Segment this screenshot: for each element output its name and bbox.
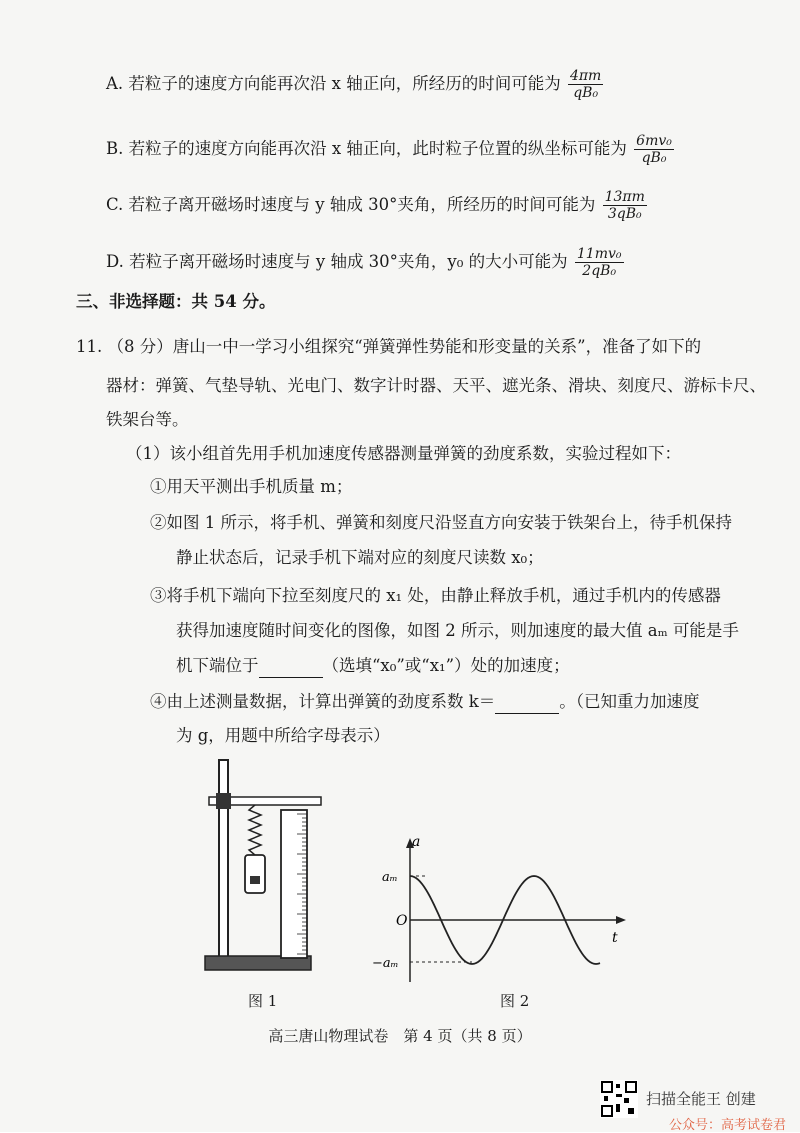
q11-line2: 器材：弹簧、气垫导轨、光电门、数字计时器、天平、遮光条、滑块、刻度尺、游标卡尺、 [106,376,766,395]
origin-label: O [396,913,408,929]
q11-step3b: 获得加速度随时间变化的图像，如图 2 所示，则加速度的最大值 aₘ 可能是手 [176,621,739,640]
option-b-fraction: $\frac{\text{6mv₀}}{\text{qB₀}}$ [636,133,672,166]
answer-blank-position[interactable] [259,661,323,678]
qr-code-icon [600,1080,638,1118]
ruler [281,810,307,958]
axis-label-t: t [612,930,618,946]
spring [249,805,261,855]
clamp [216,793,231,809]
option-a: A. 若粒子的速度方向能再次沿 x 轴正向，所经历的时间可能为 $\frac{4\pi m}{\text{qB₀}}$ [106,68,602,101]
figure-2-graph [360,832,630,992]
section-title: 三、非选择题：共 54 分。 [76,292,276,311]
scanner-credit: 扫描全能王 创建 [646,1090,756,1108]
page-footer: 高三唐山物理试卷 第 4 页（共 8 页） [268,1027,532,1045]
q11-step4b: 为 g，用题中所给字母表示） [176,726,390,745]
option-d: D. 若粒子离开磁场时速度与 y 轴成 30°夹角，y₀ 的大小可能为 $\frac{\text{11mv₀}}{\text{2qB₀}}$ [106,246,622,279]
phone-screen-mark [250,876,260,884]
answer-blank-k[interactable] [495,697,559,714]
q11-step3c: 机下端位于 （选填“x₀”或“x₁”）处的加速度； [176,654,570,678]
option-c-fraction: $\frac{13\pi m}{\text{3qB₀}}$ [604,189,645,222]
q11-line3: 铁架台等。 [106,410,189,429]
figure-1-caption: 图 1 [248,992,278,1010]
x-axis-arrow [616,916,626,924]
q11-sub1: （1）该小组首先用手机加速度传感器测量弹簧的劲度系数，实验过程如下： [126,444,681,463]
neg-am-label: −aₘ [372,956,399,971]
am-label: aₘ [382,870,398,885]
q11-step1: ①用天平测出手机质量 m； [150,477,353,496]
option-d-fraction: $\frac{\text{11mv₀}}{\text{2qB₀}}$ [576,246,622,279]
figure-1-apparatus [195,752,325,982]
axis-label-a: a [412,834,421,850]
phone [245,855,265,893]
q11-step4a: ④由上述测量数据，计算出弹簧的劲度系数 k＝ 。（已知重力加速度 [150,690,700,714]
option-c: C. 若粒子离开磁场时速度与 y 轴成 30°夹角，所经历的时间可能为 $\frac{13\pi m}{\text{3qB₀}}$ [106,189,645,222]
q11-line1: 11. （8 分）唐山一中一学习小组探究“弹簧弹性势能和形变量的关系”，准备了如下的 [76,337,702,356]
q11-step3a: ③将手机下端向下拉至刻度尺的 x₁ 处，由静止释放手机，通过手机内的传感器 [150,586,721,605]
watermark: 公众号：高考试卷君 [668,1118,786,1133]
q11-step2a: ②如图 1 所示，将手机、弹簧和刻度尺沿竖直方向安装于铁架台上，待手机保持 [150,513,732,532]
q11-step2b: 静止状态后，记录手机下端对应的刻度尺读数 x₀； [176,548,544,567]
option-a-fraction: $\frac{4\pi m}{\text{qB₀}}$ [569,68,602,101]
option-b: B. 若粒子的速度方向能再次沿 x 轴正向，此时粒子位置的纵坐标可能为 $\frac{\text{6mv₀}}{\text{qB₀}}$ [106,133,672,166]
stand-rod [219,760,228,960]
figure-2-caption: 图 2 [500,992,530,1010]
